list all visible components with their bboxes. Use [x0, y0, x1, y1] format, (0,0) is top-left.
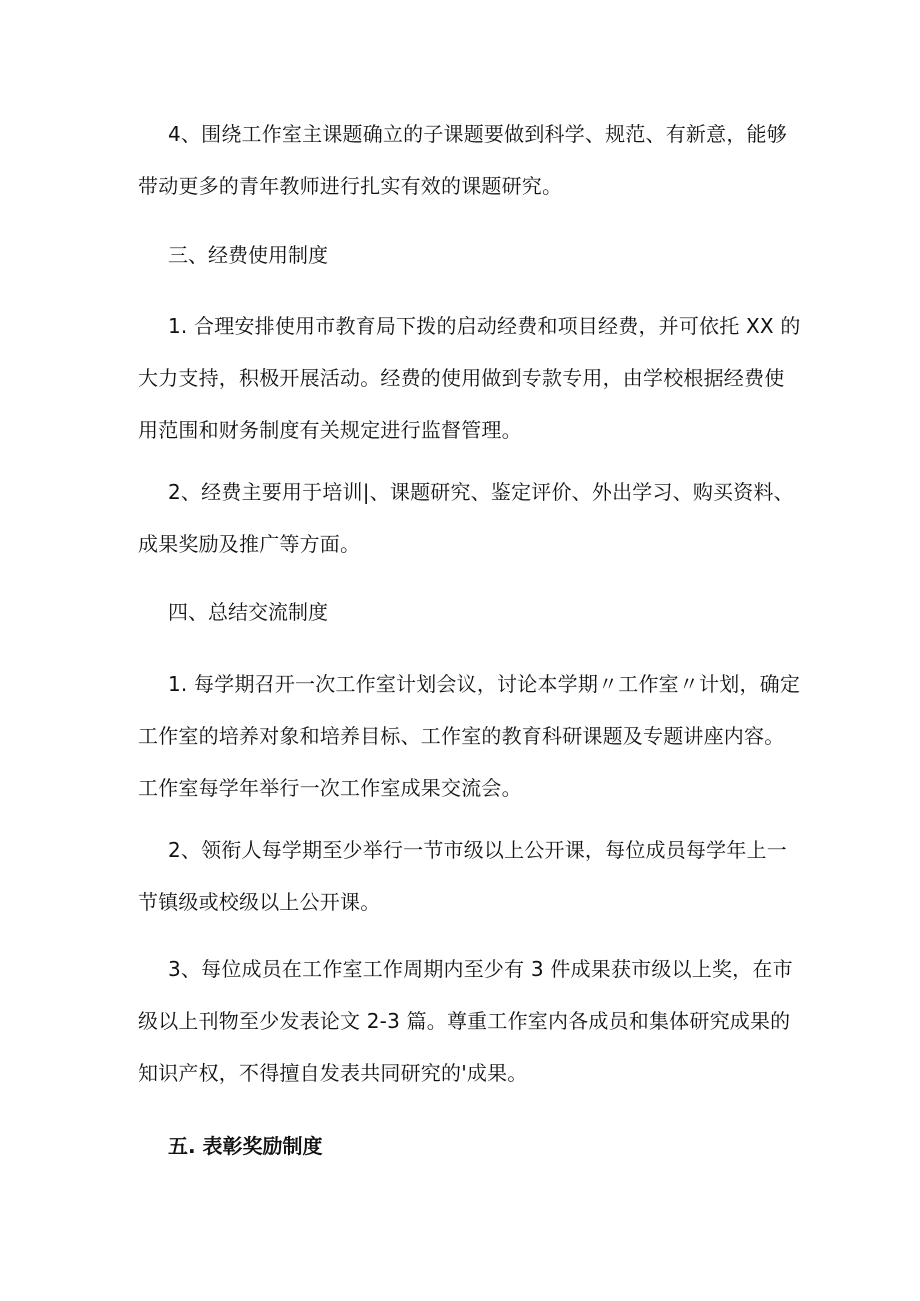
text-line: 1. 每学期召开一次工作室计划会议，讨论本学期〃工作室〃计划，确定	[168, 672, 801, 696]
section-heading-awards	[138, 1132, 798, 1160]
text-line: 成果奖励及推广等方面。	[138, 532, 361, 556]
paragraph-summary-2	[138, 824, 798, 928]
text-line: 工作室的培养对象和培养目标、工作室的教育科研课题及专题讲座内容。	[138, 724, 785, 748]
text-line: 工作室每学年举行一次工作室成果交流会。	[138, 776, 522, 800]
section-heading-funding	[138, 241, 798, 269]
text-line: 3、每位成员在工作室工作周期内至少有 3 件成果获市级以上奖，在市	[168, 957, 793, 981]
paragraph-subtopic	[138, 108, 798, 212]
section-heading: 三、经费使用制度	[168, 243, 328, 267]
text-line: 用范围和财务制度有关规定进行监督管理。	[138, 418, 522, 442]
paragraph-funding-2	[138, 466, 798, 570]
text-line: 带动更多的青年教师进行扎实有效的课题研究。	[138, 174, 563, 198]
text-line: 知识产权，不得擅自发表共同研究的'成果。	[138, 1061, 528, 1085]
text-line: 节镇级或校级以上公开课。	[138, 890, 381, 914]
paragraph-funding-1	[138, 300, 801, 456]
text-line: 2、领衔人每学期至少举行一节市级以上公开课，每位成员每学年上一	[168, 838, 787, 862]
text-line: 级以上刊物至少发表论文 2-3 篇。尊重工作室内各成员和集体研究成果的	[138, 1009, 791, 1033]
section-heading-summary	[138, 598, 798, 626]
paragraph-summary-3	[138, 943, 798, 1099]
section-heading: 四、总结交流制度	[168, 600, 328, 624]
text-line: 4、围绕工作室主课题确立的子课题要做到科学、规范、有新意，能够	[168, 122, 787, 146]
section-heading: 五. 表彰奖励制度	[168, 1134, 323, 1158]
text-line: 1. 合理安排使用市教育局下拨的启动经费和项目经费，并可依托 XX 的	[168, 314, 801, 338]
text-line: 大力支持，积极开展活动。经费的使用做到专款专用，由学校根据经费使	[138, 366, 785, 390]
text-line: 2、经费主要用于培训|、课题研究、鉴定评价、外出学习、购买资料、	[168, 480, 794, 504]
paragraph-summary-1	[138, 658, 801, 814]
